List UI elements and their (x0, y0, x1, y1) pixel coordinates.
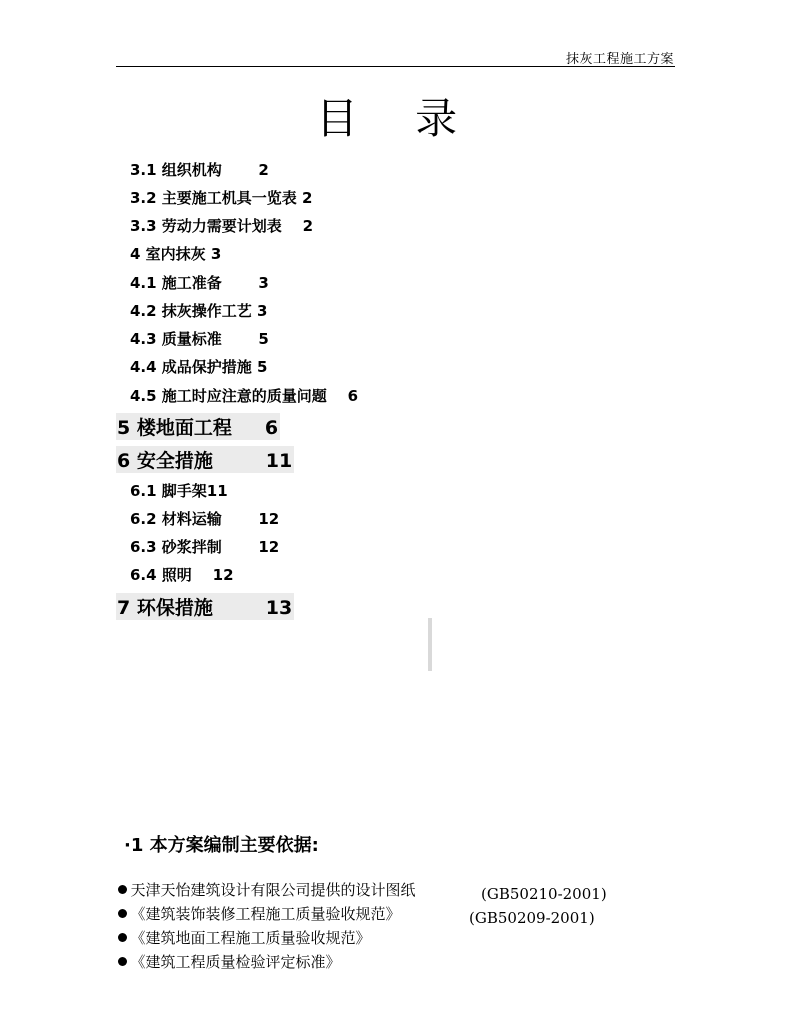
basis-text: 天津天怡建筑设计有限公司提供的设计图纸 (130, 881, 416, 899)
standard-code: (GB50209-2001) (469, 909, 595, 927)
toc-entry: 4.2 抹灰操作工艺 3 (130, 302, 268, 320)
bullet-icon (118, 957, 127, 966)
toc-entry: 4.3 质量标准 5 (130, 330, 269, 348)
basis-text: 《建筑工程质量检验评定标准》 (130, 953, 341, 971)
vertical-bar (428, 618, 432, 671)
section-heading: ·1 本方案编制主要依据: (124, 835, 319, 856)
toc-entry: 3.1 组织机构 2 (130, 161, 269, 179)
toc-entry: 4.5 施工时应注意的质量问题 6 (130, 387, 359, 405)
running-header: 抹灰工程施工方案 (565, 52, 674, 67)
toc-entry: 6.4 照明 12 (130, 566, 234, 584)
toc-entry: 3.2 主要施工机具一览表 2 (130, 189, 313, 207)
basis-text: 《建筑地面工程施工质量验收规范》 (130, 929, 371, 947)
page-title: 目 录 (315, 94, 480, 143)
header-rule (116, 66, 675, 67)
toc-entry: 6.2 材料运输 12 (130, 510, 280, 528)
toc-entry-chapter: 5 楼地面工程 6 (116, 413, 280, 440)
toc-entry: 4.4 成品保护措施 5 (130, 358, 268, 376)
standard-code: (GB50210-2001) (481, 885, 607, 903)
toc-entry: 3.3 劳动力需要计划表 2 (130, 217, 314, 235)
toc-entry: 6.3 砂浆拌制 12 (130, 538, 280, 556)
toc-entry: 4 室内抹灰 3 (130, 245, 222, 263)
basis-item (108, 933, 341, 972)
toc-entry: 6.1 脚手架11 (130, 482, 228, 500)
toc-entry-chapter: 6 安全措施 11 (116, 446, 294, 473)
basis-text: 《建筑装饰装修工程施工质量验收规范》 (130, 905, 401, 923)
toc-entry: 4.1 施工准备 3 (130, 274, 269, 292)
toc-entry-chapter: 7 环保措施 13 (116, 593, 294, 620)
